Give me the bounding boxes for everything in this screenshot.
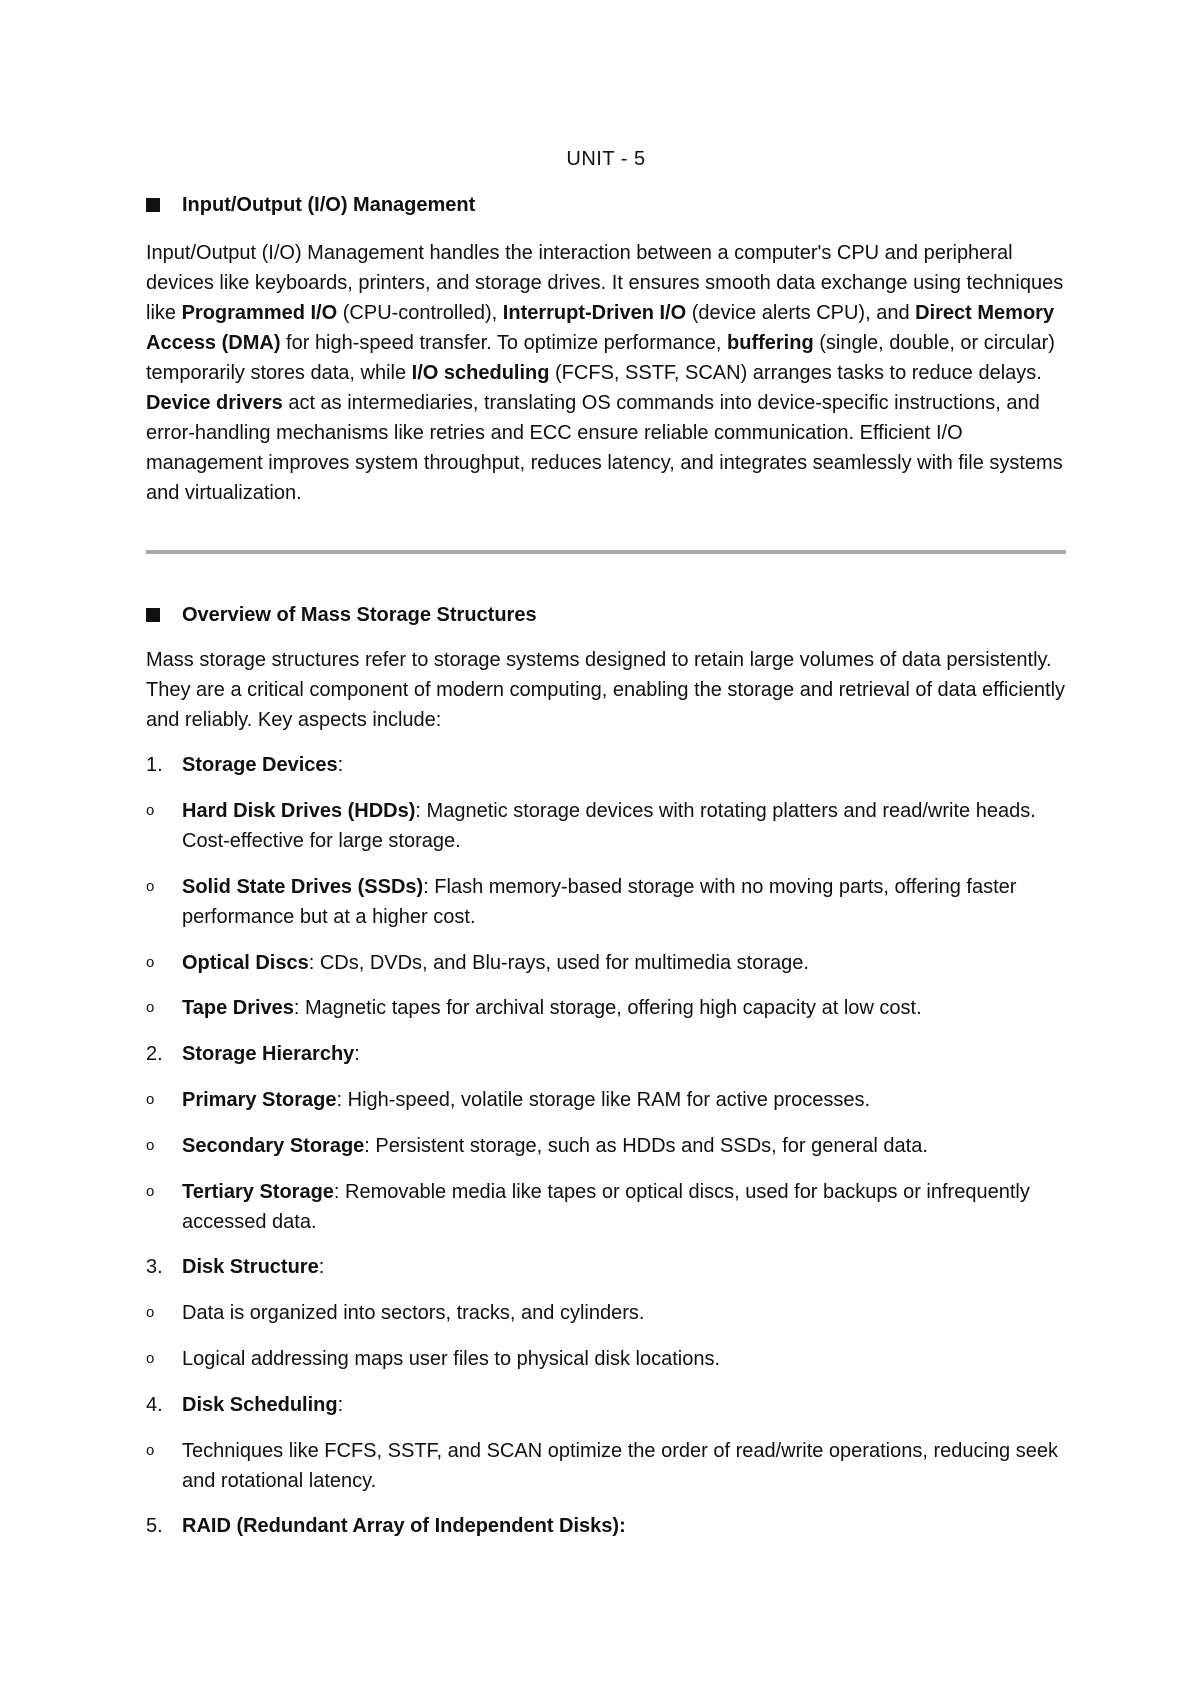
circle-bullet-icon: o <box>146 1137 155 1154</box>
circle-bullet-icon: o <box>146 999 155 1016</box>
mass-storage-intro: Mass storage structures refer to storage systems designed to retain large volumes of data persistently. They are a critical component of modern computing, enabling the storage and retrieval of data efficiently and reliably. Key aspects include: <box>146 649 1066 731</box>
heading-text: Input/Output (I/O) Management <box>182 194 476 216</box>
horizontal-divider <box>146 550 1066 554</box>
list-number: 4. <box>146 1394 163 1416</box>
circle-bullet-icon: o <box>146 1091 155 1108</box>
circle-bullet-icon: o <box>146 1442 155 1459</box>
square-bullet-icon <box>146 608 160 622</box>
circle-bullet-icon: o <box>146 802 155 819</box>
io-paragraph: Input/Output (I/O) Management handles the interaction between a computer's CPU and peripheral devices like keyboards, printers, and storage drives. It ensures smooth data exchange using techniques like Programmed I/O (CPU-controlled), Interrupt-Driven I/O (device alerts CPU), and Direct Memory Access (DMA) for high-speed transfer. To optimize performance, buffering (single, double, or circular) temporarily stores data, while I/O scheduling (FCFS, SSTF, SCAN) arranges tasks to reduce delays. Device drivers act as intermediaries, translating OS commands into device-specific instructions, and error-handling mechanisms like retries and ECC ensure reliable communication. Efficient I/O management improves system throughput, reduces latency, and integrates seamlessly with file systems and virtualization. <box>146 242 1064 504</box>
circle-bullet-icon: o <box>146 1350 155 1367</box>
document-page: UNIT - 5 Input/Output (I/O) Management Input/Output (I/O) Management handles the interaction between a computer's CPU and peripheral devices like keyboards, printers, and storage drives. It ensures smooth data exchange using techniques like Programmed I/O (CPU-controlled), Interrupt-Driven I/O (device alerts CPU), and Direct Memory Access (DMA) for high-speed transfer. To optimize performance, buffering (single, double, or circular) temporarily stores data, while I/O scheduling (FCFS, SSTF, SCAN) arranges tasks to reduce delays. Device drivers act as intermediaries, translating OS commands into device-specific instructions, and error-handling mechanisms like retries and ECC ensure reliable communication. Efficient I/O management improves system throughput, reduces latency, and integrates seamlessly with file systems and virtualization. Overview of Mass Storage Structures Mass storage structures refer to storage systems designed to retain large volumes of data persistently. They are a critical component of modern computing, enabling the storage and retrieval of data efficiently and reliably. Key aspects include: 1. Storage Devices: o Hard Disk Drives (HDDs): Magnetic storage devices with rotating platters and read/write heads. Cost-effective for large storage. o Solid State Drives (SSDs): Flash memory-based storage with no moving parts, offering faster performance but at a higher cost. o Optical Discs: CDs, DVDs, and Blu-rays, used for multimedia storage. o Tape Drives: Magnetic tapes for archival storage, offering high capacity at low cost. 2. Storage Hierarchy: o Primary Storage: High-speed, volatile storage like RAM for active processes. o Secondary Storage: Persistent storage, such as HDDs and SSDs, for general data. o Tertiary Storage: Removable media like tapes or optical discs, used for backups or infrequently accessed data. 3. Disk Structure: o Data is organized into sectors, tracks, and cylinders. o Logical addressing maps user files to physical disk locations. 4. Disk Scheduling: o Techniques like FCFS, SSTF, and SCAN optimize the order of read/write operations, reducing seek and rotational latency. 5. RAID (Redundant Array of Independent Disks): <box>146 0 1066 1696</box>
list-number: 2. <box>146 1043 163 1065</box>
heading-text: Overview of Mass Storage Structures <box>182 604 537 626</box>
list-number: 1. <box>146 754 163 776</box>
circle-bullet-icon: o <box>146 1183 155 1200</box>
square-bullet-icon <box>146 198 160 212</box>
circle-bullet-icon: o <box>146 954 155 971</box>
list-number: 3. <box>146 1256 163 1278</box>
circle-bullet-icon: o <box>146 878 155 895</box>
section-heading-mass-storage <box>146 600 537 630</box>
unit-title: UNIT - 5 <box>566 148 646 170</box>
section-heading-io <box>146 190 475 220</box>
circle-bullet-icon: o <box>146 1304 155 1321</box>
list-number: 5. <box>146 1515 163 1537</box>
